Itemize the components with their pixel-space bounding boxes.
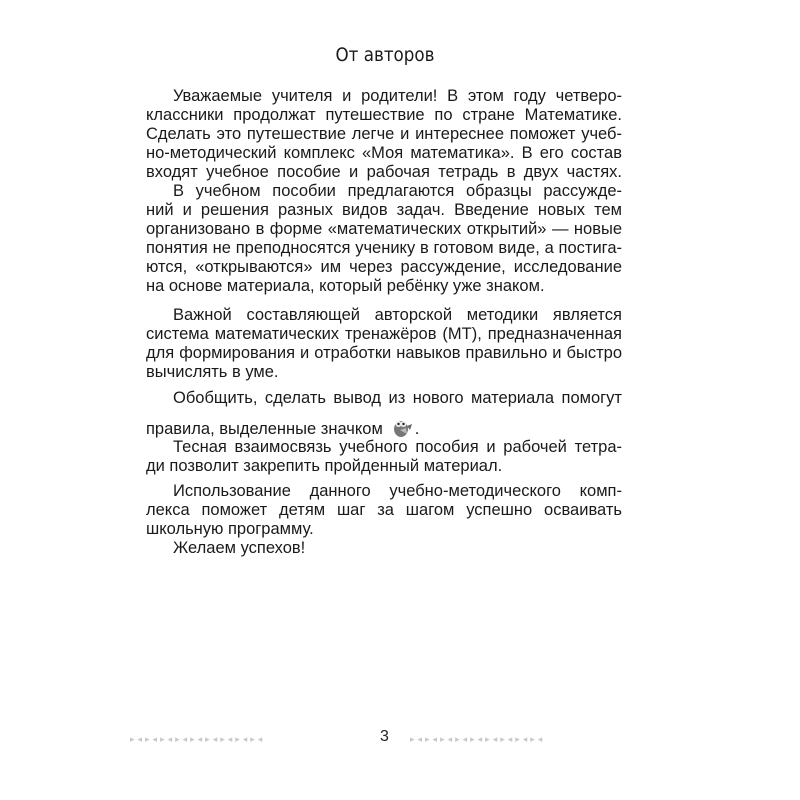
text-line-content: организовано в форме «математических открытий» — новые bbox=[146, 220, 622, 238]
text-line bbox=[146, 106, 622, 125]
text-line bbox=[146, 220, 622, 239]
text-line bbox=[173, 87, 622, 106]
text-line-content: ди позволит закрепить пройденный материал. bbox=[146, 457, 503, 475]
text-line bbox=[146, 201, 622, 220]
owl-icon bbox=[391, 416, 413, 438]
text-line bbox=[146, 163, 622, 182]
text-line-content: для формирования и отработки навыков правильно и быстро bbox=[146, 344, 622, 362]
text-line bbox=[146, 520, 622, 539]
text-line-content: Уважаемые учителя и родители! В этом году четверо- bbox=[173, 87, 622, 105]
text-line-content: Желаем успехов! bbox=[173, 539, 306, 557]
text-line bbox=[173, 182, 622, 201]
text-line-content: на основе материала, который ребёнку уже знаком. bbox=[146, 277, 545, 295]
text-line-content: входят учебное пособие и рабочая тетрадь в двух частях. bbox=[146, 163, 622, 181]
text-line-content: система математических тренажёров (МТ), предназначенная bbox=[146, 325, 622, 343]
ornament-left: ▸◂▸◂▸◂▸◂▸◂▸◂▸◂▸◂▸◂ bbox=[130, 734, 266, 744]
text-line bbox=[173, 306, 622, 325]
text-line-content: В учебном пособии предлагаются образцы рассужде- bbox=[173, 182, 622, 200]
text-line bbox=[146, 363, 622, 382]
text-line-content: Использование данного учебно-методического комп- bbox=[173, 482, 622, 500]
text-line bbox=[146, 277, 622, 296]
text-line bbox=[146, 144, 622, 163]
text-line bbox=[146, 325, 622, 344]
text-line bbox=[146, 258, 622, 277]
text-line-content: ний и решения разных видов задач. Введение новых тем bbox=[146, 201, 622, 219]
text-line bbox=[173, 539, 622, 558]
text-line-content: школьную программу. bbox=[146, 520, 314, 538]
text-line-content: Сделать это путешествие легче и интереснее поможет учеб- bbox=[146, 125, 622, 143]
text-line-content: Тесная взаимосвязь учебного пособия и рабочей тетра- bbox=[173, 438, 622, 456]
text-line-content: Важной составляющей авторской методики является bbox=[173, 306, 622, 324]
text-line-content: ются, «открываются» им через рассуждение, исследование bbox=[146, 258, 622, 276]
ornament-right: ▸◂▸◂▸◂▸◂▸◂▸◂▸◂▸◂▸◂ bbox=[410, 734, 546, 744]
text-line-content: Обобщить, сделать вывод из нового материала помогут bbox=[173, 389, 622, 407]
text-line-content: правила, выделенные значком bbox=[146, 420, 383, 438]
page-number: 3 bbox=[380, 728, 389, 745]
text-line-content: классники продолжат путешествие по стране Математике. bbox=[146, 106, 622, 124]
page-footer bbox=[130, 728, 650, 748]
text-line-content: но-методический комплекс «Моя математика». В его состав bbox=[146, 144, 622, 162]
text-line bbox=[146, 457, 622, 476]
text-line bbox=[173, 438, 622, 457]
text-line bbox=[146, 239, 622, 258]
text-line-content: лекса поможет детям шаг за шагом успешно осваивать bbox=[146, 501, 622, 519]
page-title: От авторов bbox=[335, 44, 435, 66]
text-line bbox=[146, 501, 622, 520]
text-line: правила, выделенные значком . bbox=[146, 416, 622, 439]
text-line bbox=[173, 482, 622, 501]
text-line bbox=[146, 344, 622, 363]
text-line bbox=[173, 389, 622, 408]
text-line-content: понятия не преподносятся ученику в готовом виде, а постига- bbox=[146, 239, 622, 257]
text-line-content: вычислять в уме. bbox=[146, 363, 279, 381]
text-line bbox=[146, 125, 622, 144]
